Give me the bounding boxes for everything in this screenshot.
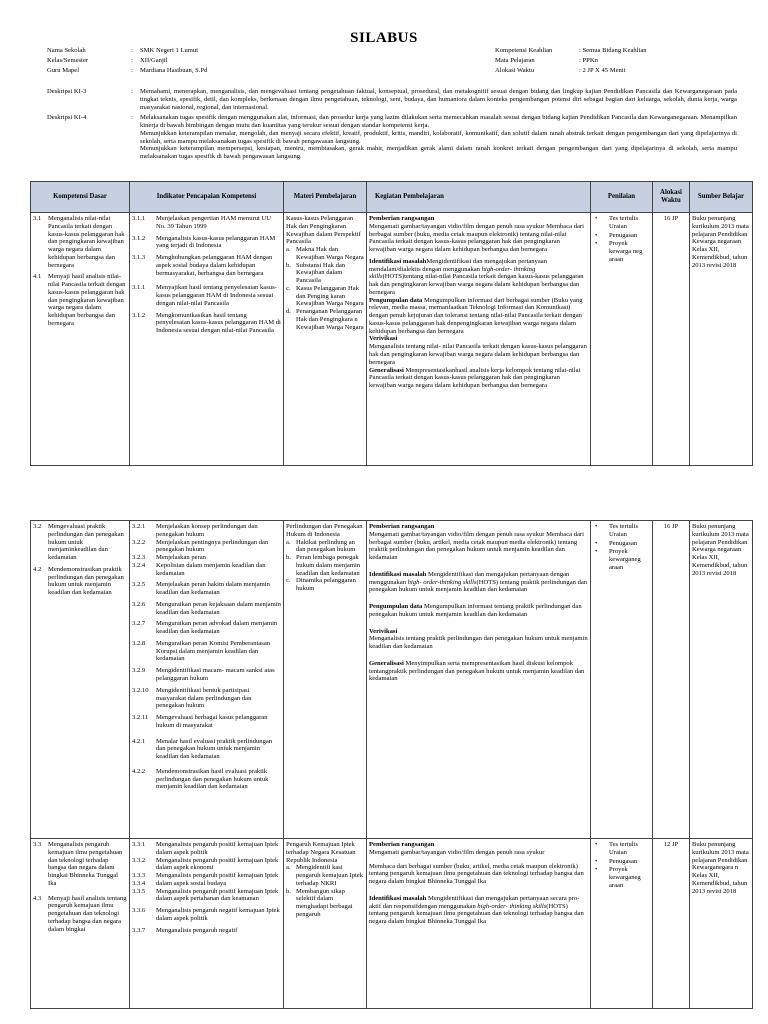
materi-item: b. Substansi Hak dan Kewajiban dalam Pancasila <box>286 261 346 285</box>
syllabus-table-1 <box>30 181 753 466</box>
table-row <box>31 521 753 839</box>
penilaian-item: • Penugasan <box>593 232 650 240</box>
kd-item: 3.3 Menganalisis pengaruh kemajuan ilmu pengetahuan dan teknologi terhadap bangsa dan negara dalam bingkai Bhinneka Tunggal Ika <box>33 841 123 887</box>
ipk-item: 3.3.2 Menganalisis pengaruh positif kemajuan Iptek dalam aspek ekonomi <box>132 856 279 872</box>
penilaian-list <box>593 215 650 264</box>
ipk-item: 3.2.3 Menjelaskan peran <box>132 554 206 562</box>
materi-item: d. Penanganan Pelanggaran Hak dan Pengingkara n Kewajiban Warga Negara <box>286 308 364 331</box>
ipk-item: 3.2.4 Kepolisian dalam menjamin keadilan dan kedamaian <box>132 561 266 577</box>
kd-number: 3.2 <box>33 523 42 530</box>
meta-row <box>47 57 207 67</box>
kd-item <box>33 215 127 269</box>
alokasi-cell: 12 JP <box>653 839 690 1009</box>
sumber-cell: Buku penunjang kurikulum 2013 mata pelajaran Pendidikan Kewarganegara n Kelas XII, Kemendikbud, tahun 2013 revisi 2018 <box>690 839 753 1009</box>
ki4-text <box>140 114 737 161</box>
materi-intro: Perlindungan dan Penegakan Hukum di Indonesia <box>286 523 363 538</box>
table-row <box>31 839 753 1009</box>
penilaian-item: • Penugasan <box>593 858 650 866</box>
penilaian-item: • Penugasan <box>593 540 650 548</box>
kegiatan-heading: Generalisasi <box>369 366 404 374</box>
materi-item: b. Membangun sikap selektif dalam menghadapi berbagai pengaruh <box>286 887 353 918</box>
ipk-item: 3.2.10 Mengidentifikasi bentuk partisipasi masyarakat dalam perlindungan dan penegakan hukum <box>132 686 252 710</box>
ipk-item: 3.3.4 dalam aspek sosial budaya <box>132 879 227 887</box>
penilaian-item: • Tes tertulis Uraian <box>593 523 650 539</box>
ipk-cell <box>130 839 284 1009</box>
kegiatan-text: Mengamati gambar/tayangan vidio/film dengan penuh rasa syukur <box>369 848 545 856</box>
penilaian-item: • Tes tertulis Uraian <box>593 215 650 231</box>
kd-item <box>33 273 127 327</box>
kegiatan-heading: Verivikasi <box>369 335 398 343</box>
ipk-number: 3.1.2 <box>132 234 146 242</box>
ipk-text: Menyajikan hasil tentang penyelesaian kasus-kasus pelanggaran HAM di Indonesia sesuai dengan nilai-nilai Pancasila <box>156 284 277 307</box>
meta-label: Nama Sekolah <box>47 47 86 54</box>
materi-cell <box>284 213 367 466</box>
header-alokasi: Alokasi Waktu <box>653 182 690 213</box>
ki-descriptions <box>47 88 737 164</box>
kegiatan-paragraph: Generalisasi Menyimpulkan serta mempresentasikan hasil diskusi kelompok tentangpraktik perlindungan dan penegakan hukum untuk menjamin keadilan dan kedamaian <box>369 659 585 683</box>
kd-cell <box>31 213 130 466</box>
kd-cell <box>31 521 130 839</box>
kegiatan-paragraph: Identifikasi masalahMengidentifikasi dan mengajukan pertanyaan mendalam/dialektis dengan menggunakan high-order- thinking skills(HOTS)tentang nilai-nilai Pancasila terkait dengan kasus-kasus pelanggaran hak dan pengingkaran kewajiban warga negara dalam kehidupan berbangsa dan bernegara <box>369 257 584 296</box>
materi-item: a. Hakikat perlindung an dan penegakan hukum <box>286 538 356 554</box>
ipk-item: 3.2.8 Menguraikan peran Komisi Pemberantasan Korupsi dalam menjamin keadilan dan kedamaian <box>132 639 271 663</box>
ipk-text: Mengkomunikasikan hasil tentang penyelesaian kasus-kasus pelanggaran HAM di Indonesia sesuai dengan nilai-nilai Pancasila <box>156 311 281 335</box>
ipk-cell <box>130 213 284 466</box>
kd-number: 3.1 <box>33 215 42 222</box>
kd-text: Mendemonstrasikan praktik perlindungan dan penegakan hukum untuk menjamin keadilan dan kedamaian <box>48 565 124 597</box>
meta-value: XII/Ganjil <box>140 57 168 64</box>
materi-item: a. Makna Hak dan Kewajiban Warga Negara <box>286 246 364 261</box>
ipk-item: 3.2.1 Menjelaskan konsep perlindungan dan penegakan hukum <box>132 523 258 538</box>
meta-right <box>495 47 647 77</box>
meta-row <box>495 57 647 67</box>
materi-item: a. Mengidentifi kasi pengaruh kemajuan Iptek terhadap NKRI <box>286 864 364 887</box>
materi-intro: Kasus-kasus Pelanggaran Hak dan Pengingkaran Kewajiban dalam Perspektif Pancasila <box>286 215 361 246</box>
kegiatan-cell <box>367 213 591 466</box>
meta-colon: : <box>131 57 133 64</box>
ki4-row <box>47 114 737 161</box>
materi-list <box>286 539 364 593</box>
meta-row <box>47 67 207 77</box>
ki3-label: Deskripsi KI-3 <box>47 88 87 95</box>
ipk-number: 3.1.2 <box>132 311 146 319</box>
alokasi-cell: 16 JP <box>653 521 690 839</box>
kegiatan-paragraph: Generalisasi Mempresentasikanhasil analisis kerja kelompok tentang nilai-nilai Pancasila terkait dengan kasus-kasus pelanggaran hak dan pengingkaran kewajiban warga negara dalam kehidupan berbangsa dan bernegara <box>369 366 581 390</box>
materi-cell <box>284 839 367 1009</box>
header-kd: Kompetensi Dasar <box>31 182 130 213</box>
meta-value: Mardiana Hasibuan, S.Pd <box>140 67 208 74</box>
sumber-cell: Buku penunjang kurikulum 2013 mata pelajaran Pendidikan Kewarga negaraan Kelas XII, Kemendikbud, tahun 2013 revisi 2018 <box>690 521 753 839</box>
kegiatan-heading: Pemberian rangsangan <box>369 215 435 222</box>
kd-text: Menyaji hasil analisis nilai-nilai Pancasila terkait dengan kasus-kasus pelanggaran hak dan pengingkaran kewajiban warga negara dalam kehidupan berbangsa dan bernegara <box>48 273 126 327</box>
materi-item: c. Kasus Pelanggaran Hak dan Penging karan Kewajiban Warga Negara <box>286 284 364 308</box>
ki4-paragraph: Melaksanakan tugas spesifik dengan menggunakan alat, informasi, dan prosedur kerja yang lazim dilakukan serta memecahkan masalah sesuai dengan bidang kajian Pendidikan Pancasila dan Kewarganegaraan. Menampilkan kinerja di bawah bimbingan dengan mutu dan kuantitas yang terukur sesuai dengan standar kompetensi kerja. <box>140 114 737 130</box>
materi-intro: Pengaruh Kemajuan Iptek terhadap Negara Kesatuan Republik Indonesia <box>286 841 356 864</box>
ipk-cell <box>130 521 284 839</box>
ipk-item <box>132 235 281 251</box>
header-materi: Materi Pembelajaran <box>284 182 367 213</box>
penilaian-list <box>593 523 650 572</box>
kd-item: 4.3 Menyaji hasil analisis tentang pengaruh kemajuan ilmu pengetahuan dan teknologi terhadap bangsa dan negara dalam bingkai <box>33 894 127 933</box>
kd-item <box>33 566 127 597</box>
materi-item: c. Dinamika pelanggaran hukum <box>286 577 356 593</box>
ipk-item: 3.2.9 Mengidentifikasi macam- macam sanksi atas pelanggaran hukum <box>132 667 275 683</box>
kegiatan-heading: Identifikasi masalah <box>369 257 427 265</box>
ki3-row <box>47 88 737 111</box>
kegiatan-paragraph: Identifikasi masalah Mengidentifikasi dan mengajukan pertanyaan dengan menggunakan high- order-thinking skills(HOTS) tentang praktik perlindungan dan penegakan hukum untuk menjamin keadilan dan kedamaian <box>369 570 588 594</box>
kd-number: 4.2 <box>33 565 42 573</box>
ipk-item <box>132 254 281 277</box>
materi-list <box>286 246 364 331</box>
kegiatan-heading: Pengumpulan data <box>369 296 423 304</box>
ipk-item: 3.2.7 Menguraikan peran advokad dalam menjamin keadilan dan kedamaian <box>132 620 278 636</box>
kegiatan-text: Membaca dari berbagai sumber (buku, artikel, media cetak maupun elektronik) tentang pengaruh kemajuan ilmu pengetahuan dan teknologi terhadap bangsa dan negara dalam bingkai Bhinneka Tunggal Ika <box>369 862 584 886</box>
header-ipk: Indikator Pencapaian Kompetensi <box>130 182 284 213</box>
ipk-item: 3.2.5 Menjelaskan peran hakim dalam menjamin keadilan dan kedamaian <box>132 581 270 597</box>
ipk-item <box>132 215 281 231</box>
materi-item: b. Peran lembaga penegak hukum dalam menjamin keadilan dan kedamaian <box>286 554 361 577</box>
kegiatan-heading: Pemberian rangsangan <box>369 523 435 530</box>
ipk-item <box>132 312 281 335</box>
penilaian-list <box>593 841 650 890</box>
meta-colon: : <box>131 67 133 74</box>
ipk-item: 3.2.11 Mengevaluasi berbagai kasus pelanggaran hukum di masyarakat <box>132 714 268 729</box>
kegiatan-paragraph: Identifikasi masalah Mengidentifikasi dan mengajukan pertanyaan secara pro-aktif dan responsifdengan menggunakan high-order- thinking skills(HOTS) tentang pengaruh kemajuan ilmu pengetahuan dan teknologi terhadap bangsa dan negara dalam bingkai Bhinneka Tunggal Ika <box>369 894 584 926</box>
penilaian-cell <box>591 213 653 466</box>
kd-number: 4.1 <box>33 273 42 281</box>
ipk-item: 3.3.5 Menganalisis pengaruh positif kemajuan Iptek dalam aspek pertahanan dan keamanan <box>132 887 279 903</box>
meta-row <box>495 47 647 57</box>
kegiatan-text: Menganalisis tentang nilai- nilai Pancasila terkait dengan kasus-kasus pelanggaran hak dan pengingkaran kewajiban warga negara dalam kehidupan berbangsa dan bernegara <box>369 343 587 366</box>
ipk-item: 4.2.2 Mendemonstrasikan hasil evaluasi praktik perlindungan dan penegakan hukum untuk menjamin keadilan dan kedamaian <box>132 767 269 791</box>
header-kegiatan: Kegiatan Pembelajaran <box>367 182 591 213</box>
syllabus-table-2 <box>30 520 753 1009</box>
penilaian-cell <box>591 839 653 1009</box>
kegiatan-heading: Verivikasi <box>369 627 398 635</box>
table-header-row <box>31 182 753 213</box>
ipk-item: 4.2.1 Menalar hasil evaluasi praktik perlindungan dan penegakan hukum untuk menjamin keadilan dan kedamaian <box>132 737 273 761</box>
meta-label: Guru Mapel <box>47 67 80 74</box>
meta-value: : PPKn <box>579 57 598 64</box>
ipk-item: 3.3.6 Menganalisis pengaruh negatif kemajuan Iptek dalam aspek politik <box>132 907 280 922</box>
ipk-item <box>132 284 281 307</box>
ipk-item: 3.3.3 Menganalisis pengaruh positif kemajuan Iptek <box>132 872 279 880</box>
ki4-paragraph: Menunjukkan keterampilan mempersepsi, kesiapan, meniru, membiasakan, gerak mahir, menjadikan gerak alami dalam ranah konkret terkait dengan pengembangan dari yang dipelajarinya di sekolah, serta mampu melaksanakan tugas spesifik di bawah pengawasan langsung. <box>140 145 737 161</box>
kd-text: Mengevaluasi praktik perlindungan dan penegakan hukum untuk menjaminkeadilan dan kedamaian <box>48 523 124 562</box>
ipk-item: 3.3.1 Menganalisis pengaruh positif kemajuan Iptek dalam aspek politik <box>132 841 279 856</box>
materi-cell <box>284 521 367 839</box>
meta-row <box>495 67 647 77</box>
ipk-number: 3.1.1 <box>132 284 146 292</box>
kegiatan-cell <box>367 839 591 1009</box>
kegiatan-paragraph: Pengumpulan data Mengumpulkan informasi tentang praktik perlindungan dan penegakan hukum untuk menjamin keadilan dan kedamaian <box>369 603 582 618</box>
kegiatan-text: Mengamati gambar/tayangan vidio/film dengan penuh rasa syukur Membaca dari berbagai sumber (buku, artikel, media cetak maupun media elektronik) tentang praktik perlindungan dan penegakan hukum untuk menjamin keadilan dan kedamaian <box>369 530 584 562</box>
ipk-text: Menganalisis kasus-kasus pelanggaran HAM yang terjadi di Indonesia <box>156 234 276 250</box>
kegiatan-cell <box>367 521 591 839</box>
ipk-text: Menjelaskan pengertian HAM menurut UU No. 39 Tahun 1999 <box>156 215 271 230</box>
table-row <box>31 213 753 466</box>
meta-label: Kompetensi Keahlian <box>495 47 553 54</box>
ki3-colon: : <box>131 88 133 95</box>
penilaian-item: • Proyek kewarga neg araan <box>593 240 650 263</box>
materi-list <box>286 864 364 918</box>
meta-label: Alokasi Waktu <box>495 67 535 74</box>
meta-row <box>47 47 207 57</box>
meta-label: Mata Pelajaran <box>495 57 535 64</box>
sumber-cell: Buku penunjang kurikulum 2013 mata pelajaran Pendidikan Kewarga negaraan Kelas XII, Kemendikbud, tahun 2013 revisi 2018 <box>690 213 753 466</box>
penilaian-item: • Tes tertulis Uraian <box>593 841 650 857</box>
meta-value: : Semua Bidang Keahlian <box>579 47 647 54</box>
ipk-text: Menghubungkan pelanggaran HAM dengan aspek sosial budaya dalam kehidupan bermasyarakat, berbangsa dan bernegara <box>156 254 273 277</box>
ipk-number: 3.1.3 <box>132 254 146 262</box>
meta-value: SMK Negeri 1 Lumut <box>140 47 199 54</box>
ipk-item: 3.2.6 Menguraikan peran kejaksaan dalam menjamin keadilan dan kedamaian <box>132 600 281 616</box>
kd-text: Menganalisis nilai-nilai Pancasila terkait dengan kasus-kasus pelanggaran hak dan pengingkaran kewajiban warga negara dalam kehidupan berbangsa dan bernegara <box>48 215 125 269</box>
ipk-item: 3.2.2 Menjelaskan pentingnya perlindungan dan penegakan hukum <box>132 538 269 554</box>
kegiatan-text: Mengamati gambar/tayangan vidio/film dengan penuh rasa syukur Membaca dari berbagai sumber (buku, media cetak maupun elektronik) tentang nilai-nilai Pancasila terkait dengan kasus-kasus pelanggaran hak dan pengingkaran kewajiban warga negara dalam kehidupan berbangsa dan bernegara <box>369 222 584 254</box>
meta-colon: : <box>131 47 133 54</box>
document-title: SILABUS <box>350 30 418 46</box>
kd-item <box>33 523 127 562</box>
header-penilaian: Penilaian <box>591 182 653 213</box>
meta-label: Kelas/Semester <box>47 57 89 64</box>
kegiatan-heading: Pemberian rangsangan <box>369 841 435 848</box>
kegiatan-text: Menganalisis tentang praktik perlindungan dan penegakan hukum untuk menjamin keadilan dan kedamaian <box>369 635 588 651</box>
ki4-colon: : <box>131 114 133 122</box>
kd-cell <box>31 839 130 1009</box>
penilaian-item: • Proyek kewarganeg araan <box>593 866 650 889</box>
meta-value: : 2 JP X 45 Menit <box>579 67 626 74</box>
alokasi-cell: 16 JP <box>653 213 690 466</box>
penilaian-cell <box>591 521 653 839</box>
ki3-text: Memahami, menerapkan, menganalisis, dan mengevaluasi tentang pengetahuan faktual, konseptual, prosedural, dan metakognitif sesuai dengan bidang dan lingkup kajian Pendidikan Pancasila dan Kewarganegaraan pada tingkat teknis, spesifik, detil, dan kompleks, berkenaan dengan ilmu pengetahuan, teknologi, seni, budaya, dan humaniora dalam konteks pengembangan potensi diri sebagai bagian dari keluarga, sekolah, dunia kerja, warga masyarakat nasional, regional, dan internasional. <box>140 88 737 111</box>
meta-left <box>47 47 207 77</box>
kegiatan-paragraph: Pengumpulan data Mengumpulkan informasi dari berbagai sumber (Buku yang relevan, media massa, memanfaatkan Teknologi Informasi dan Komunikasi) dengan penuh kejujuran dan toleransi tentang nilai-nilai Pancasila terkait dengan kasus-kasus pelanggaran hak denpengingkaran kewajiban warga negara dalam kehidupan berbangsa dan bernegara <box>369 296 583 335</box>
header-sumber: Sumber Belajar <box>690 182 753 213</box>
ki4-label: Deskripsi KI-4 <box>47 114 87 122</box>
ipk-number: 3.1.1 <box>132 215 146 222</box>
ipk-item: 3.3.7 Menganalisis pengaruh negatif <box>132 926 238 934</box>
penilaian-item: • Proyek kewarganeg araan <box>593 548 650 571</box>
ki4-paragraph: Menunjukkan keterampilan menalar, mengolah, dan menyaji secara efektif, kreatif, produktif, kritis, mandiri, kolaboratif, komunikatif, dan solutif dalam ranah abstrak terkait dengan pengembangan dari yang dipelajarinya di sekolah, serta mampu melaksanakan tugas spesifik di bawah pengawasan langsung. <box>140 129 737 145</box>
